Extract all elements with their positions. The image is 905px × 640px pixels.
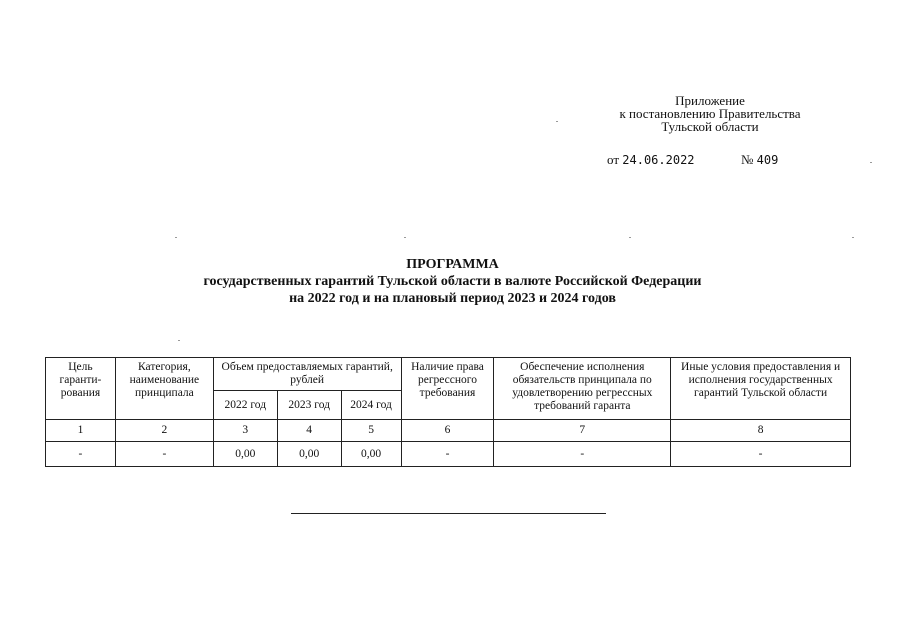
number-label: №: [741, 152, 754, 167]
column-number: 2: [115, 420, 213, 442]
title-line-2: государственных гарантий Тульской области в валюте Российской Федерации: [203, 274, 702, 289]
cell-regress: -: [401, 442, 494, 467]
cell-amount-2022: 0,00: [213, 442, 277, 467]
scan-speck: [556, 121, 558, 122]
scan-speck: [178, 340, 180, 341]
header-goal: Цель гаранти-рования: [46, 358, 116, 420]
column-number: 6: [401, 420, 494, 442]
header-category: Категория, наименование принципала: [115, 358, 213, 420]
cell-security: -: [494, 442, 671, 467]
column-number: 5: [341, 420, 401, 442]
cell-goal: -: [46, 442, 116, 467]
column-number: 3: [213, 420, 277, 442]
header-volume: Объем предоставляемых гарантий, рублей: [213, 358, 401, 391]
appendix-block: [600, 94, 820, 133]
column-number: 8: [671, 420, 851, 442]
cell-amount-2024: 0,00: [341, 442, 401, 467]
column-number: 7: [494, 420, 671, 442]
header-year-2023: 2023 год: [277, 391, 341, 420]
column-number: 1: [46, 420, 116, 442]
table-row: [46, 442, 851, 467]
cell-category: -: [115, 442, 213, 467]
scan-speck: [852, 237, 854, 238]
document-title: [0, 256, 905, 307]
appendix-line-3: Тульской области: [661, 119, 759, 134]
title-line-1: ПРОГРАММА: [406, 257, 499, 272]
column-number: 4: [277, 420, 341, 442]
document-number: 409: [756, 153, 779, 167]
column-number-row: [46, 420, 851, 442]
guarantees-table: [45, 357, 851, 467]
scan-speck: [870, 162, 872, 163]
appendix-line-1: Приложение: [675, 93, 745, 108]
scan-speck: [175, 237, 177, 238]
document-reference: [607, 152, 778, 168]
end-divider-line: [291, 513, 606, 514]
header-year-2024: 2024 год: [341, 391, 401, 420]
header-security: Обеспечение исполнения обязательств принципала по удовлетворению регрессных требований гаранта: [494, 358, 671, 420]
title-line-3: на 2022 год и на плановый период 2023 и 2024 годов: [289, 291, 616, 306]
scan-speck: [629, 237, 631, 238]
date-label: от: [607, 152, 620, 167]
header-other-conditions: Иные условия предоставления и исполнения государственных гарантий Тульской области: [671, 358, 851, 420]
cell-amount-2023: 0,00: [277, 442, 341, 467]
header-row: [46, 358, 851, 391]
document-date: 24.06.2022: [622, 153, 695, 167]
appendix-line-2: к постановлению Правительства: [619, 106, 801, 121]
scan-speck: [404, 237, 406, 238]
header-year-2022: 2022 год: [213, 391, 277, 420]
cell-other-conditions: -: [671, 442, 851, 467]
header-regress: Наличие права регрессного требования: [401, 358, 494, 420]
